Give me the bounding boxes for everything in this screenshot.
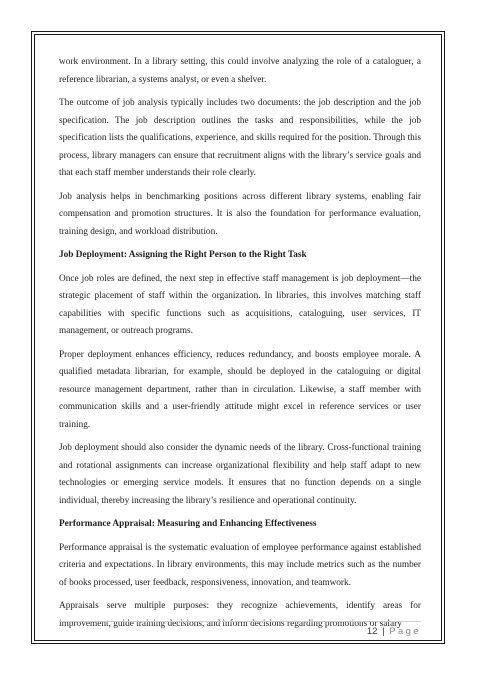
section-heading-performance-appraisal: Performance Appraisal: Measuring and Enhancing Effectiveness: [59, 519, 317, 529]
paragraph: Proper deployment enhances efficiency, reduces redundancy, and boosts employee morale. A qualified metadata librarian, for example, should be deployed in the cataloguing or digital resource management department, rather than in circulation. Likewise, a staff member with communication skills and a user-friendly attitude might excel in reference services or user training.: [59, 349, 421, 430]
paragraph: Job deployment should also consider the dynamic needs of the library. Cross-functional training and rotational assignments can increase organizational flexibility and help staff adapt to new technologies or emerging service models. It ensures that no function depends on a single individual, thereby increasing the library’s resilience and operational continuity.: [59, 443, 421, 506]
page-content: [59, 54, 421, 639]
paragraph: work environment. In a library setting, this could involve analyzing the role of a cataloguer, a reference librarian, a systems analyst, or even a shelver.: [59, 57, 421, 85]
page-footer: [367, 626, 421, 637]
page-number: 12: [366, 626, 378, 637]
paragraph: Job analysis helps in benchmarking positions across different library systems, enabling fair compensation and promotion structures. It is also the foundation for performance evaluation, training design, and workload distribution.: [59, 191, 421, 237]
footer-divider: [59, 621, 421, 622]
paragraph: Once job roles are defined, the next step in effective staff management is job deployment—the strategic placement of staff within the organization. In libraries, this involves matching staff capabilities with specific functions such as acquisitions, cataloguing, user services, IT management, or outreach programs.: [59, 273, 421, 336]
section-heading-job-deployment: Job Deployment: Assigning the Right Person to the Right Task: [59, 250, 307, 260]
paragraph: The outcome of job analysis typically includes two documents: the job description and the job specification. The job description outlines the tasks and responsibilities, while the job specification lists the qualifications, experience, and skills required for the position. Through this process, library managers can ensure that recruitment aligns with the library’s service goals and that each staff member understands their role clearly.: [59, 98, 421, 178]
paragraph: Appraisals serve multiple purposes: they recognize achievements, identify areas for improvement, guide training decisions, and inform decisions regarding promotions or salary: [59, 601, 421, 629]
paragraph: Performance appraisal is the systematic evaluation of employee performance against established criteria and expectations. In library environments, this may include metrics such as the number of books processed, user feedback, responsiveness, innovation, and teamwork.: [59, 542, 421, 588]
footer-separator: |: [382, 626, 385, 637]
page-label: Page: [389, 626, 421, 637]
